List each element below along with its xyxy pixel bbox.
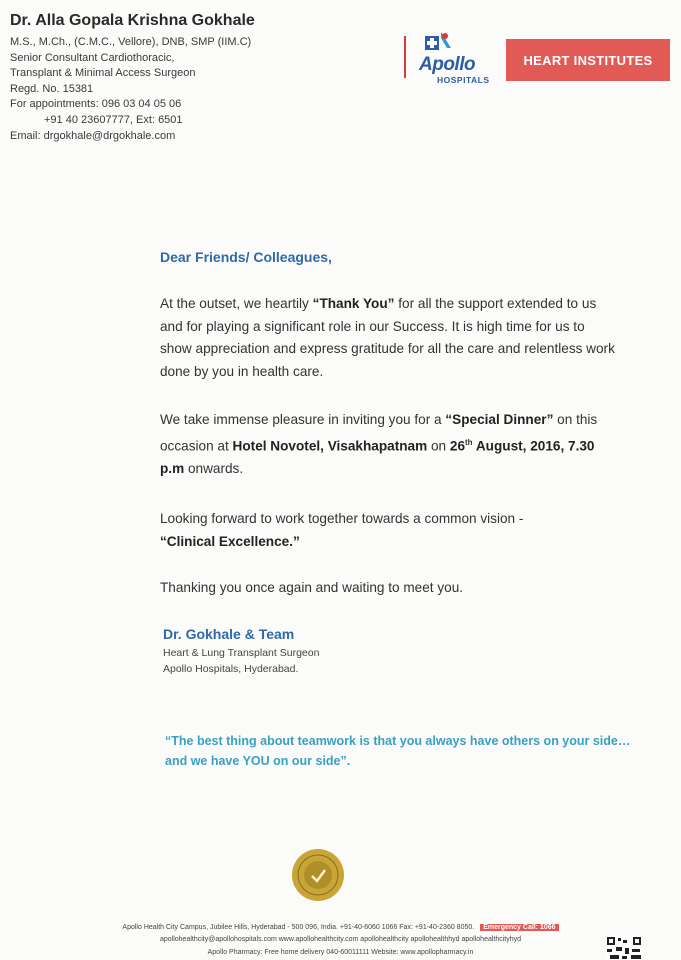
paragraph-vision xyxy=(160,508,620,553)
emergency-badge: Emergency Call: 1066 xyxy=(480,924,558,931)
qr-code-icon xyxy=(606,936,642,960)
paragraph-closing: Thanking you once again and waiting to meet you. xyxy=(160,580,464,595)
doctor-name: Dr. Alla Gopala Krishna Gokhale xyxy=(10,12,255,29)
appointment-phone: For appointments: 096 03 04 05 06 xyxy=(10,98,182,111)
logo-word: Apollo xyxy=(419,54,476,75)
office-phone: +91 40 23607777, Ext: 6501 xyxy=(44,113,183,126)
footer-address xyxy=(0,924,681,931)
logo-divider xyxy=(404,36,406,78)
signature-org: Apollo Hospitals, Hyderabad. xyxy=(163,662,299,675)
title-line-2: Transplant & Minimal Access Surgeon xyxy=(10,67,196,80)
logo-subtitle: HOSPITALS xyxy=(437,75,490,85)
footer-address-text: Apollo Health City Campus, Jubilee Hills, Hyderabad - 500 096, India. +91-40-6060 1066 Fax: +91-40-2360 8050. xyxy=(122,924,475,931)
email-line: Email: drgokhale@drgokhale.com xyxy=(10,129,176,142)
p2-day-suffix: th xyxy=(465,437,473,447)
signature-details xyxy=(163,646,319,677)
p2-text-h: onwards. xyxy=(184,460,244,476)
p3-text-a: Looking forward to work together towards a common vision - xyxy=(160,511,524,526)
accreditation-seal-icon xyxy=(291,848,345,902)
footer-pharmacy: Apollo Pharmacy: Free home delivery 040-60011111 Website: www.apollopharmacy.in xyxy=(207,949,474,956)
qualifications: M.S., M.Ch., (C.M.C., Vellore), DNB, SMP (IIM.C) xyxy=(10,36,252,48)
signature-name: Dr. Gokhale & Team xyxy=(163,626,295,642)
title-line-1: Senior Consultant Cardiothoracic, xyxy=(10,51,175,64)
p2-day: 26 xyxy=(449,438,466,454)
p1-text-c: for all the support extended to us and for playing a significant role in our Success. It is high time for us to show appreciation and express gratitude for all the care and relentless work done by you in health care. xyxy=(160,296,615,379)
apollo-logo xyxy=(415,30,505,86)
registration-number: Regd. No. 15381 xyxy=(10,82,94,95)
p2-date-time: August, 2016, 7.30 p.m xyxy=(160,438,595,476)
doctor-details xyxy=(10,35,251,144)
paragraph-invitation xyxy=(160,409,620,480)
p1-thank-you: “Thank You” xyxy=(312,296,395,311)
p2-venue: Hotel Novotel, Visakhapatnam xyxy=(232,438,428,454)
salutation: Dear Friends/ Colleagues, xyxy=(160,249,332,265)
footer-contacts: apollohealthcity@apollohospitals.com www.apollohealthcity.com apollohealthcity apollohealthhyd apollohealthcityhyd xyxy=(159,936,522,943)
p2-text-a: We take immense pleasure in inviting you for a xyxy=(160,412,446,427)
paragraph-thanks xyxy=(160,293,620,383)
teamwork-quote xyxy=(165,731,635,771)
signature-role: Heart & Lung Transplant Surgeon xyxy=(163,647,320,659)
p2-text-c: on this occasion at xyxy=(160,412,598,454)
quote-line-1: “The best thing about teamwork is that you always have others on your side… xyxy=(165,734,631,748)
quote-line-2: and we have YOU on our side”. xyxy=(165,754,351,768)
heart-institutes-band: HEART INSTITUTES xyxy=(506,39,670,81)
p3-clinical-excellence: “Clinical Excellence.” xyxy=(160,533,300,549)
p1-text-a: At the outset, we heartily xyxy=(160,296,313,311)
p2-text-e: on xyxy=(427,438,450,454)
p2-special-dinner: “Special Dinner” xyxy=(445,412,554,427)
